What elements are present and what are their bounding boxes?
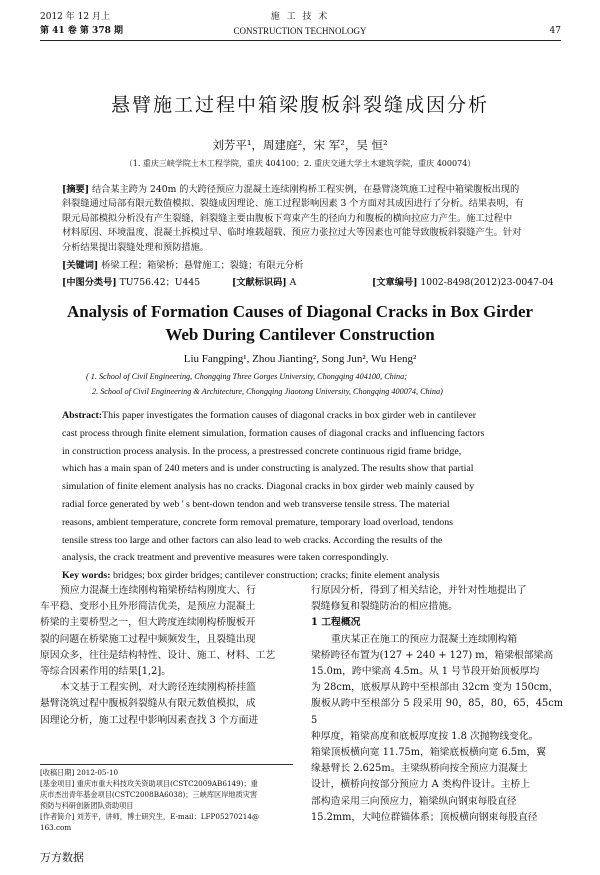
paragraph-line: 为 28cm，底板厚从跨中至根部由 32cm 变为 150cm， xyxy=(311,682,559,694)
paragraph-line: 部构造采用三向预应力，箱梁纵向钢束每股直径 xyxy=(311,795,517,807)
paragraph-line: 原因众多，往往是结构特性、设计、施工、材料、工艺 xyxy=(40,649,276,661)
paragraph-line: 设计，横桥向按部分预应力 A 类构件设计。主桥上 xyxy=(311,779,531,791)
section-heading: 1 工程概况 xyxy=(311,617,361,629)
paragraph-line: 本文基于工程实例，对大跨径连续刚构桥挂篮 xyxy=(60,682,256,694)
keywords-cn-label: [关键词] xyxy=(62,260,99,271)
keywords-cn-value: 桥梁工程；箱梁桥；悬臂施工；裂缝；有限元分析 xyxy=(101,260,304,271)
paragraph-line: 腹板从跨中至根部分 5 段采用 90，85，80，65，45cm 5 xyxy=(311,698,563,726)
body-left-column xyxy=(40,583,293,729)
paragraph-line: 箱梁顶板横向宽 11.75m，箱梁底板横向宽 6.5m，翼 xyxy=(311,747,546,759)
paragraph-line: 梁桥跨径布置为(127 + 240 + 127) m，箱梁根部梁高 xyxy=(311,649,554,661)
abstract-en-line: cast process through finite element simulation, formation causes of diagonal cracks and influencing factors xyxy=(62,427,485,439)
document-code: [文献标识码] A xyxy=(232,277,297,288)
paragraph-line: 15.0m，跨中梁高 4.5m。从 1 号节段开始顶板厚均 xyxy=(311,666,540,678)
header-journal-en: CONSTRUCTION TECHNOLOGY xyxy=(233,26,367,36)
affiliations-cn: （1. 重庆三峡学院土木工程学院，重庆 404100；2. 重庆交通大学土木建筑学院，重庆 400074） xyxy=(124,159,476,168)
paragraph-line: 裂缝修复和裂缝防治的相应措施。 xyxy=(311,601,458,613)
abstract-cn-line: 斜裂缝通过局部有限元数值模拟、裂缝成因理论、施工过程影响因素 3 个方面对其成因进行了分析。结果表明，有 xyxy=(62,198,524,210)
abstract-en-line: analysis, the crack treatment and preventive measures were taken correspondingly. xyxy=(62,552,389,564)
authors-cn: 刘芳平¹，周建庭²，宋 军²，吴 恒² xyxy=(212,138,388,152)
abstract-cn-label: [摘要] xyxy=(62,184,90,195)
footnote-received: [收稿日期] 2012-05-10 xyxy=(40,768,119,777)
abstract-en-line: tensile stress too large and other factors can also lead to web cracks. According the results of the xyxy=(62,534,443,546)
body-right-column xyxy=(311,583,563,826)
abstract-en-line: reasons, ambient temperature, concrete form removal premature, temporary load overload, tendons xyxy=(62,516,454,528)
paragraph-line: 缘悬臂长 2.625m。主梁纵桥向按全预应力混凝土 xyxy=(311,763,528,775)
article-title-cn: 悬臂施工过程中箱梁腹板斜裂缝成因分析 xyxy=(110,94,489,116)
paragraph-line: 预应力混凝土连续刚构箱梁桥结构刚度大、行 xyxy=(60,585,256,596)
abstract-cn-line: 分析结果提出裂缝处理和预防措施。 xyxy=(62,241,209,253)
header-page-number: 47 xyxy=(549,26,561,36)
paragraph-line: 重庆某正在施工的预应力混凝土连续刚构箱 xyxy=(331,633,518,645)
paragraph-line: 15.2mm，大吨位群锚体系；顶板横向钢束每股直径 xyxy=(311,811,538,823)
header-rule xyxy=(40,40,561,41)
footnote-author-cont: 163.com xyxy=(40,823,72,832)
header-date: 2012 年 12 月上 xyxy=(40,12,110,22)
authors-en: Liu Fangping¹, Zhou Jianting², Song Jun², Wu Heng² xyxy=(183,353,417,365)
clc-number: [中图分类号] TU756.42；U445 xyxy=(62,277,201,288)
paragraph-line: 悬臂浇筑过程中腹板斜裂缝从有限元数值模拟，成 xyxy=(40,698,256,710)
paragraph-line: 种厚度，箱梁高度和底板厚度按 1.8 次抛物线变化。 xyxy=(311,730,539,742)
footnote-author: [作者简介] 刘芳平，讲师，博士研究生，E-mail：LFP05270214@ xyxy=(40,812,260,821)
article-title-en-line1: Analysis of Formation Causes of Diagonal Cracks in Box Girder xyxy=(66,302,534,321)
paragraph-line: 行原因分析，得到了相关结论，并针对性地提出了 xyxy=(311,585,527,596)
affiliation-en-1: ( 1. School of Civil Engineering, Chongqing Three Gorges University, Chongqing 404100, China; xyxy=(86,372,407,381)
paragraph-line: 桥梁的主要桥型之一，但大跨度连续刚构桥腹板开 xyxy=(40,617,256,629)
header-journal-cn: 施 工 技 术 xyxy=(270,12,330,22)
paragraph-line: 车平稳、变形小且外形简洁优美，是预应力混凝土 xyxy=(40,601,256,613)
keywords-cn xyxy=(62,257,303,271)
abstract-en xyxy=(62,407,540,585)
keywords-en-label: Key words: xyxy=(62,570,111,582)
abstract-en-label: Abstract: xyxy=(62,410,103,421)
footnotes xyxy=(40,767,293,833)
paragraph-line: 裂的问题在桥梁施工过程中频频发生，且裂缝出现 xyxy=(40,633,256,645)
abstract-en-line: radial force generated by web ' s bent-down tendon and web transverse tensile stress. The material xyxy=(62,498,450,510)
paragraph-line: 因理论分析，施工过程中影响因素查找 3 个方面进 xyxy=(40,714,259,726)
abstract-en-line: simulation of finite element analysis has no cracks. Diagonal cracks in box girder web mainly caused by xyxy=(62,481,475,493)
watermark-wanfang: 万方数据 xyxy=(40,851,84,864)
footnote-funding-cont: 庆市杰出青年基金项目(CSTC2008BA6038)；三峡库区岸地质灾害 xyxy=(40,790,258,799)
affiliation-en-2: 2. School of Civil Engineering & Architecture, Chongqing Jiaotong University, Chongqing 400074, China) xyxy=(92,387,443,396)
article-title-en-line2: Web During Cantilever Construction xyxy=(165,325,435,344)
abstract-en-line: Abstract:This paper investigates the formation causes of diagonal cracks in box girder web in cantilever xyxy=(62,410,477,421)
header-volume: 第 41 卷 第 378 期 xyxy=(40,26,123,36)
paragraph-line: 等综合因素作用的结果[1,2]。 xyxy=(40,666,171,678)
abstract-cn xyxy=(62,183,540,255)
abstract-cn-line: 限元局部模拟分析没有产生裂缝，斜裂缝主要由腹板下弯束产生的径向力和腹板的横向拉应力产生。施工过程中 xyxy=(62,212,513,224)
footnote-funding: [基金项目] 重庆市重大科技攻关资助项目(CSTC2009AB6149)；重 xyxy=(40,779,258,788)
keywords-en: Key words: bridges; box girder bridges; cantilever construction; cracks; finite element analysis xyxy=(62,570,440,582)
footnote-rule xyxy=(40,764,293,765)
abstract-en-line: in construction process analysis. In the process, a prestressed concrete continuous rigid frame bridge, xyxy=(62,445,462,457)
abstract-cn-line: [摘要] 结合某主跨为 240m 的大跨径预应力混凝土连续刚构桥工程实例，在悬臂浇筑施工过程中箱梁腹板出现的 xyxy=(62,184,520,195)
footnote-funding-cont: 预防与科研创新团队资助项目 xyxy=(40,801,134,810)
abstract-en-line: which has a main span of 240 meters and is under constructing is analyzed. The results show that partial xyxy=(62,463,474,475)
article-number: [文章编号] 1002-8498(2012)23-0047-04 xyxy=(372,277,554,288)
abstract-cn-line: 材料原因、环境温度、混凝土拆模过早、临时堆载超载、预应力张拉过大等因素也可能导致腹板斜裂缝产生。针对 xyxy=(62,227,522,239)
